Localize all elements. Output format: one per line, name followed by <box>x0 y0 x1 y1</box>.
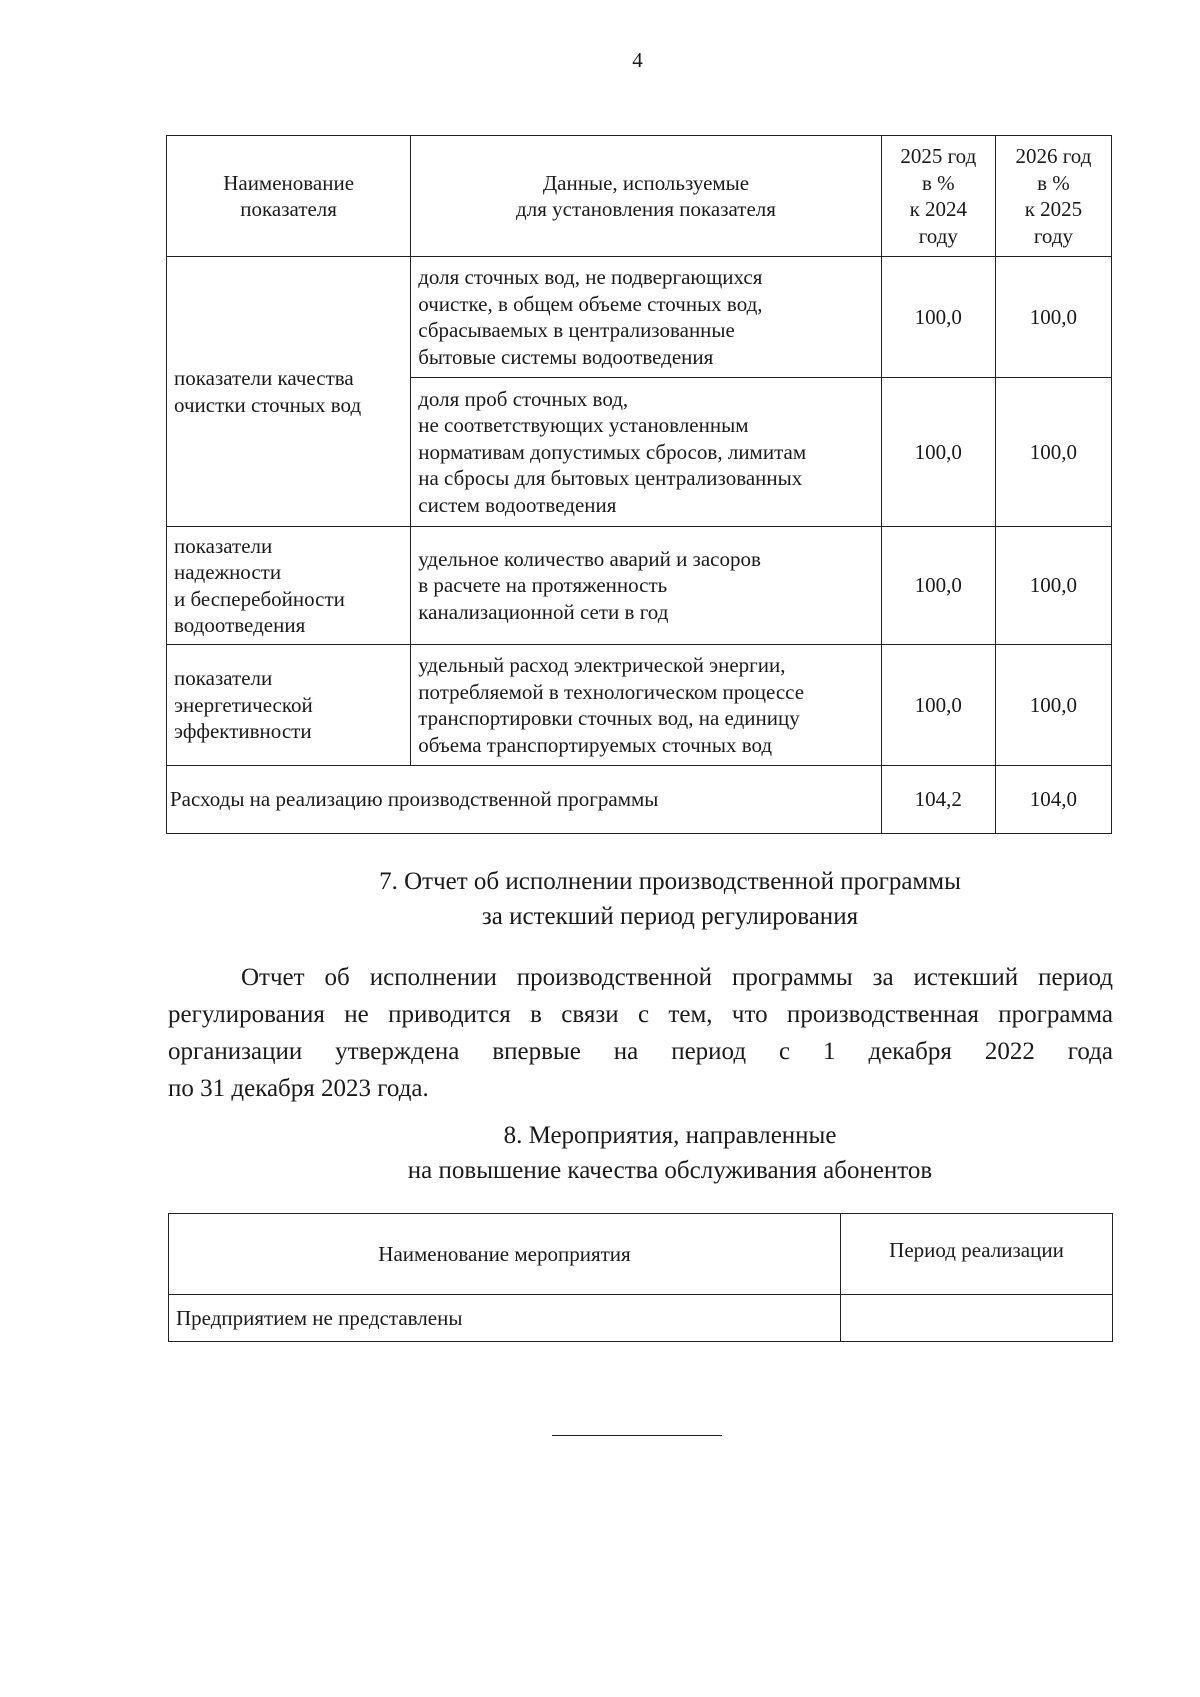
cell-text-line: удельное количество аварий и засоров <box>418 546 761 571</box>
title-line: за истекший период регулирования <box>481 903 859 930</box>
cell-text-line: очистке, в общем объеме сточных вод, <box>418 291 763 316</box>
section-7-paragraph <box>168 959 1113 1107</box>
indicators-header-row <box>167 136 1112 257</box>
table-row <box>167 645 1112 766</box>
header-2025 <box>881 136 995 257</box>
cell-text-line: канализационной сети в год <box>418 599 669 624</box>
page-number: 4 <box>632 48 643 72</box>
value-2025-cell: 100,0 <box>881 378 995 527</box>
end-divider <box>552 1435 722 1436</box>
expenses-row <box>167 766 1112 834</box>
table-row <box>167 527 1112 645</box>
value-2026-cell: 100,0 <box>995 378 1111 527</box>
expenses-2026-cell: 104,0 <box>995 766 1111 834</box>
header-text-line: в % <box>1037 170 1070 195</box>
expenses-2025-cell: 104,2 <box>881 766 995 834</box>
header-text-line: году <box>1033 223 1073 248</box>
event-period-cell <box>841 1295 1113 1342</box>
header-text-line: показателя <box>240 197 337 221</box>
paragraph-line: по 31 декабря 2023 года. <box>168 1075 429 1102</box>
value-2026-cell: 100,0 <box>995 527 1111 645</box>
indicator-name-cell <box>167 257 411 527</box>
header-text-line: для установления показателя <box>516 197 776 221</box>
header-2026 <box>995 136 1111 257</box>
header-text-line: Наименование <box>223 170 355 195</box>
header-event-name: Наименование мероприятия <box>169 1214 841 1295</box>
title-line: на повышение качества обслуживания абонентов <box>407 1157 933 1184</box>
header-text-line: году <box>918 223 958 248</box>
events-header-row <box>169 1214 1113 1295</box>
header-text-line: Данные, используемые <box>542 170 750 195</box>
cell-text-line: эффективности <box>174 719 312 744</box>
cell-text-line: сбрасываемых в централизованные <box>418 318 735 342</box>
indicator-data-cell <box>411 257 881 378</box>
cell-text-line: и бесперебойности <box>174 586 345 611</box>
header-period: Период реализации <box>841 1214 1113 1295</box>
events-table <box>168 1213 1113 1342</box>
section-8-title <box>0 1118 1200 1188</box>
header-text-line: в % <box>921 170 955 195</box>
cell-text-line: удельный расход электрической энергии, <box>418 653 786 677</box>
cell-text-line: очистки сточных вод <box>174 392 362 417</box>
indicators-table <box>166 135 1112 834</box>
cell-text-line: систем водоотведения <box>418 492 617 517</box>
expenses-label: Расходы на реализацию производственной программы <box>167 766 882 834</box>
cell-text-line: нормативам допустимых сбросов, лимитам <box>418 439 807 464</box>
cell-text-line: объема транспортируемых сточных вод <box>418 732 773 757</box>
cell-text-line: показатели качества <box>174 366 354 390</box>
value-2025-cell: 100,0 <box>881 527 995 645</box>
indicator-name-cell <box>167 527 411 645</box>
title-line: 7. Отчет об исполнении производственной программы <box>379 868 961 895</box>
value-2026-cell: 100,0 <box>995 257 1111 378</box>
value-2025-cell: 100,0 <box>881 645 995 766</box>
section-7-title <box>0 864 1200 934</box>
cell-text-line: показатели <box>174 666 273 691</box>
header-indicator-name <box>167 136 411 257</box>
indicator-data-cell <box>411 527 881 645</box>
header-text-line: к 2025 <box>1024 197 1083 221</box>
header-text-line: 2025 год <box>900 144 977 168</box>
cell-text-line: показатели <box>174 533 273 558</box>
cell-text-line: энергетической <box>174 692 313 717</box>
indicator-data-cell <box>411 645 881 766</box>
title-line: 8. Мероприятия, направленные <box>503 1122 837 1149</box>
table-row <box>167 257 1112 378</box>
header-text-line: 2026 год <box>1015 144 1092 168</box>
indicator-name-cell <box>167 645 411 766</box>
value-2025-cell: 100,0 <box>881 257 995 378</box>
indicator-data-cell <box>411 378 881 527</box>
paragraph-line: организации утверждена впервые на период с 1 декабря 2022 года <box>168 1038 1113 1065</box>
cell-text-line: бытовые системы водоотведения <box>418 344 714 369</box>
cell-text-line: не соответствующих установленным <box>418 413 749 438</box>
cell-text-line: в расчете на протяженность <box>418 573 668 598</box>
header-text-line: к 2024 <box>909 197 968 221</box>
event-name-cell: Предприятием не представлены <box>169 1295 841 1342</box>
cell-text-line: потребляемой в технологическом процессе <box>418 679 805 704</box>
table-row <box>169 1295 1113 1342</box>
cell-text-line: на сбросы для бытовых централизованных <box>418 466 803 491</box>
paragraph-line: регулирования не приводится в связи с тем, что производственная программа <box>168 1001 1113 1028</box>
cell-text-line: надежности <box>174 560 282 584</box>
cell-text-line: доля сточных вод, не подвергающихся <box>418 265 763 289</box>
header-data-used <box>411 136 881 257</box>
value-2026-cell: 100,0 <box>995 645 1111 766</box>
cell-text-line: водоотведения <box>174 613 306 637</box>
cell-text-line: доля проб сточных вод, <box>418 386 629 411</box>
paragraph-line: Отчет об исполнении производственной программы за истекший период <box>241 964 1113 991</box>
cell-text-line: транспортировки сточных вод, на единицу <box>418 706 800 730</box>
